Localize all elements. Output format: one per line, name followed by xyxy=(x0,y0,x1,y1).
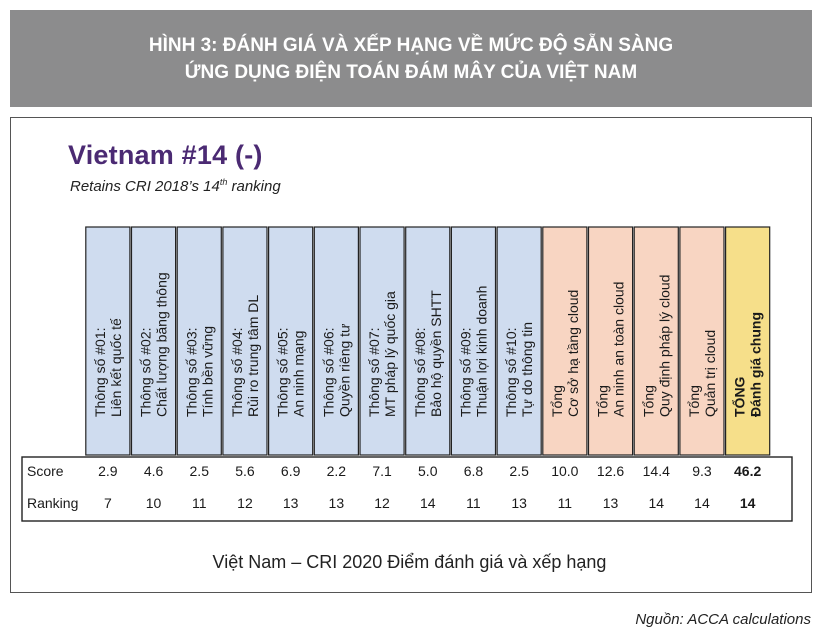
column-header-line-2: Bảo hộ quyền SHTT xyxy=(427,290,444,417)
column-header-line-2: Chất lượng băng thông xyxy=(153,272,170,417)
column-header-line-2: Quyền riêng tư xyxy=(336,323,353,417)
score-value: 4.6 xyxy=(143,463,164,479)
subline-text-end: ranking xyxy=(227,178,281,195)
column-header-line-2: Tự do thông tin xyxy=(519,322,536,417)
subline-superscript: th xyxy=(219,177,228,187)
figure-title-line-1: HÌNH 3: ĐÁNH GIÁ VÀ XẾP HẠNG VỀ MỨC ĐỘ SẴN SÀNG xyxy=(148,34,674,56)
chart-caption: Việt Nam – CRI 2020 Điểm đánh giá và xếp hạng xyxy=(212,552,607,572)
row-label-score: Score xyxy=(27,463,64,479)
column-header-line-2: Quản trị cloud xyxy=(701,329,718,417)
column-header-line-2: Quy định pháp lý cloud xyxy=(656,274,673,417)
score-value: 5.6 xyxy=(235,463,255,479)
column-header-line-2: Rủi ro trung tâm DL xyxy=(244,294,261,417)
column-header-line-1: Thông số #01: xyxy=(91,327,108,417)
column-header-line-1: Thông số #06: xyxy=(320,327,337,417)
column-header-label xyxy=(92,318,124,417)
column-header-line-2: Cơ sở hạ tầng cloud xyxy=(564,289,581,417)
column-header-line-1: Tổng xyxy=(685,385,702,417)
ranking-value: 14 xyxy=(419,495,436,511)
chart-headline: Vietnam #14 (-) xyxy=(68,140,263,170)
column-header-line-1: Thông số #07: xyxy=(366,327,383,417)
column-header-line-2: MT pháp lý quốc gia xyxy=(382,291,399,417)
ranking-value: 12 xyxy=(237,495,253,511)
ranking-value: 7 xyxy=(103,495,112,511)
ranking-value: 11 xyxy=(557,495,573,511)
row-label-ranking: Ranking xyxy=(27,495,79,511)
column-header-line-1: Thông số #09: xyxy=(457,327,474,417)
score-value: 6.9 xyxy=(280,463,301,479)
column-header-line-1: Tổng xyxy=(640,385,657,417)
column-header-line-2: Liên kết quốc tế xyxy=(107,318,124,417)
ranking-value: 10 xyxy=(145,495,162,511)
score-value: 12.6 xyxy=(596,463,625,479)
column-header-line-1: Thông số #08: xyxy=(411,327,428,417)
score-value: 7.1 xyxy=(372,463,392,479)
table-body-border xyxy=(22,457,792,521)
score-value: 2.9 xyxy=(98,463,118,479)
score-value: 5.0 xyxy=(418,463,438,479)
column-header-line-1: Tổng xyxy=(594,385,611,417)
ranking-value: 14 xyxy=(694,495,710,511)
column-header-label xyxy=(503,322,535,417)
column-header-line-2: Thuận lợi kinh doanh xyxy=(473,285,490,417)
column-header-label xyxy=(183,326,215,417)
column-header-line-1: Tổng xyxy=(548,385,565,417)
column-header-line-1: TỔNG xyxy=(731,376,748,417)
score-value: 9.3 xyxy=(692,463,712,479)
column-header-line-1: Thông số #04: xyxy=(228,327,245,417)
source-note: Nguồn: ACCA calculations xyxy=(635,611,811,628)
column-header-line-2: Tính bền vững xyxy=(199,325,216,417)
score-value: 6.8 xyxy=(463,463,484,479)
column-header-line-1: Thông số #10: xyxy=(503,327,520,417)
column-header-label xyxy=(320,324,352,417)
score-value: 2.5 xyxy=(189,463,209,479)
ranking-value: 11 xyxy=(191,495,207,511)
column-header-line-1: Thông số #05: xyxy=(274,327,291,417)
ranking-value: 13 xyxy=(282,495,299,511)
score-value: 10.0 xyxy=(551,463,579,479)
score-value: 2.5 xyxy=(509,463,529,479)
ranking-value: 13 xyxy=(511,495,527,511)
ranking-value: 13 xyxy=(328,495,345,511)
column-header-line-2: An ninh mạng xyxy=(290,330,307,417)
column-header-line-1: Thông số #02: xyxy=(137,327,154,417)
ranking-value: 11 xyxy=(466,495,481,511)
ranking-value: 14 xyxy=(739,495,756,511)
ranking-value: 13 xyxy=(602,495,619,511)
column-header-label xyxy=(275,327,307,417)
figure-title-line-2: ỨNG DỤNG ĐIỆN TOÁN ĐÁM MÂY CỦA VIỆT NAM xyxy=(184,61,638,83)
subline-text: Retains CRI 2018’s 14 xyxy=(70,178,220,195)
score-value: 2.2 xyxy=(326,463,347,479)
column-header-line-2: Đánh giá chung xyxy=(747,312,764,417)
ranking-value: 12 xyxy=(374,495,390,511)
score-value: 46.2 xyxy=(734,463,762,479)
score-value: 14.4 xyxy=(642,463,670,479)
column-header-line-2: An ninh an toàn cloud xyxy=(610,281,627,417)
ranking-value: 14 xyxy=(648,495,665,511)
column-header-line-1: Thông số #03: xyxy=(183,327,200,417)
